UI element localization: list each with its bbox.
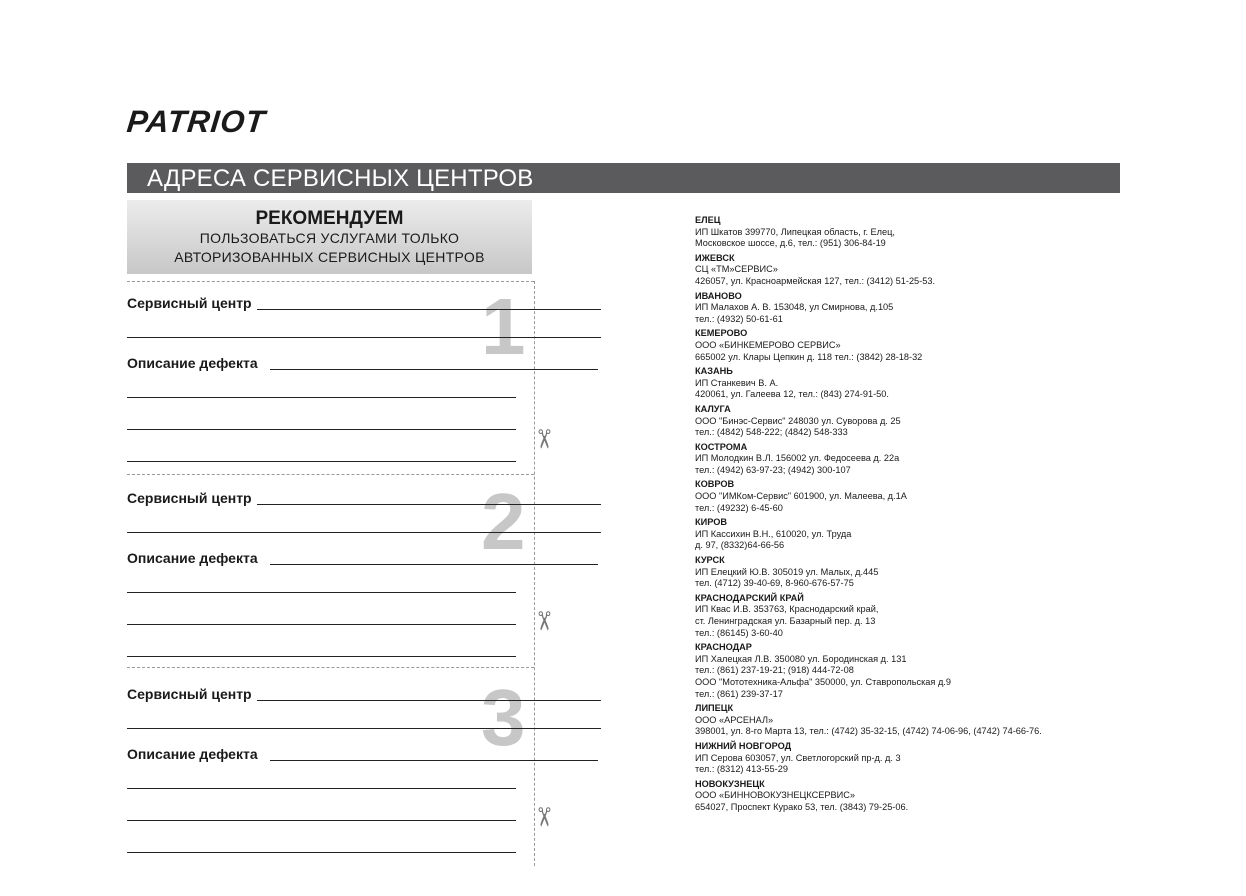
- address-line: тел.: (4842) 548-222; (4842) 548-333: [695, 427, 848, 438]
- defect-description-line[interactable]: [127, 461, 516, 462]
- coupon-number: 2: [481, 477, 526, 566]
- scissors-icon: ✂: [528, 610, 559, 632]
- recommend-line-2: АВТОРИЗОВАННЫХ СЕРВИСНЫХ ЦЕНТРОВ: [174, 249, 485, 265]
- defect-description-line[interactable]: [127, 788, 516, 789]
- defect-description-line[interactable]: [127, 592, 516, 593]
- service-center-label: Сервисный центр: [127, 295, 252, 311]
- address-line: СЦ «ТМ»СЕРВИС»: [695, 264, 778, 275]
- service-center-field-line[interactable]: [127, 728, 601, 729]
- city-name: ЕЛЕЦ: [695, 215, 721, 225]
- address-line: ИП Малахов А. В. 153048, ул Смирнова, д.105: [695, 302, 894, 313]
- city-name: КОВРОВ: [695, 479, 735, 490]
- recommend-line-1: ПОЛЬЗОВАТЬСЯ УСЛУГАМИ ТОЛЬКО: [199, 230, 460, 246]
- address-line: тел.: (8312) 413-55-29: [695, 764, 788, 775]
- address-line: 654027, Проспект Курако 53, тел. (3843) 79-25-06.: [695, 801, 909, 812]
- service-center-field[interactable]: [257, 309, 601, 310]
- service-center-field-line[interactable]: [127, 337, 601, 338]
- address-entry: [695, 479, 1115, 514]
- city-name: КАЛУГА: [695, 403, 731, 414]
- address-line: д. 97, (8332)64-66-56: [695, 540, 785, 551]
- address-line: ИП Молодкин В.Л. 156002 ул. Федосеева д. 22а: [695, 453, 900, 464]
- address-line: 665002 ул. Клары Цепкин д. 118 тел.: (3842) 28-18-32: [695, 351, 923, 362]
- scissors-icon: ✂: [528, 806, 559, 828]
- address-entry: [695, 328, 1115, 363]
- recommend-heading: РЕКОМЕНДУЕМ: [255, 208, 404, 229]
- address-entry: [695, 555, 1115, 590]
- city-name: КРАСНОДАР: [695, 642, 752, 653]
- defect-description-line[interactable]: [127, 820, 516, 821]
- city-name: КАЗАНЬ: [695, 366, 733, 377]
- recommend-box: [127, 200, 532, 274]
- coupon-number: 1: [481, 282, 526, 371]
- city-name: ЛИПЕЦК: [695, 703, 734, 714]
- address-entry: [695, 593, 1115, 639]
- address-entry: [695, 404, 1115, 439]
- address-line: тел. (4712) 39-40-69, 8-960-676-57-75: [695, 578, 854, 589]
- defect-description-field[interactable]: [270, 564, 598, 565]
- coupon-form-2: [127, 477, 547, 680]
- service-center-field[interactable]: [257, 504, 601, 505]
- address-line: ООО «БИНКЕМЕРОВО СЕРВИС»: [695, 339, 841, 350]
- address-line: тел.: (49232) 6-45-60: [695, 502, 783, 513]
- city-name: ИЖЕВСК: [695, 252, 735, 263]
- address-line: ООО "Мототехника-Альфа" 350000, ул. Ставропольская д.9: [695, 676, 951, 687]
- city-name: КРАСНОДАРСКИЙ КРАЙ: [695, 592, 804, 603]
- address-line: тел.: (86145) 3-60-40: [695, 627, 783, 638]
- city-name: НОВОКУЗНЕЦК: [695, 778, 765, 789]
- city-name: КИРОВ: [695, 517, 727, 528]
- address-line: тел.: (4942) 63-97-23; (4942) 300-107: [695, 464, 851, 475]
- city-name: КОСТРОМА: [695, 441, 748, 452]
- address-line: 398001, ул. 8-го Марта 13, тел.: (4742) 35-32-15, (4742) 74-06-96, (4742) 74-66-76.: [695, 726, 1042, 737]
- address-line: Московское шоссе, д.6, тел.: (951) 306-84-19: [695, 238, 886, 249]
- address-entry: [695, 703, 1115, 738]
- address-entry: [695, 253, 1115, 288]
- address-entry: [695, 779, 1115, 814]
- address-line: ИП Кассихин В.Н., 610020, ул. Труда: [695, 528, 852, 539]
- address-entry: [695, 366, 1115, 401]
- defect-description-field[interactable]: [270, 369, 598, 370]
- city-name: КУРСК: [695, 555, 725, 566]
- service-center-field-line[interactable]: [127, 532, 601, 533]
- address-entry: [695, 741, 1115, 776]
- address-line: тел.: (4932) 50-61-61: [695, 313, 783, 324]
- city-name: НИЖНИЙ НОВГОРОД: [695, 740, 792, 751]
- horizontal-cut-line: [127, 281, 534, 282]
- address-entry: [695, 442, 1115, 477]
- address-entry: [695, 215, 1115, 250]
- service-center-label: Сервисный центр: [127, 686, 252, 702]
- address-line: тел.: (861) 237-19-21; (918) 444-72-08: [695, 665, 854, 676]
- address-line: ИП Шкатов 399770, Липецкая область, г. Елец,: [695, 226, 895, 237]
- city-name: КЕМЕРОВО: [695, 328, 748, 339]
- address-line: ООО "ИМКом-Сервис" 601900, ул. Малеева, д.1А: [695, 491, 907, 502]
- patriot-logo: PATRIOT: [125, 104, 268, 139]
- coupon-number: 3: [481, 673, 526, 762]
- scissors-icon: ✂: [528, 428, 559, 450]
- address-line: тел.: (861) 239-37-17: [695, 688, 783, 699]
- service-center-label: Сервисный центр: [127, 490, 252, 506]
- address-line: ИП Елецкий Ю.В. 305019 ул. Малых, д.445: [695, 566, 879, 577]
- address-line: ООО «АРСЕНАЛ»: [695, 714, 774, 725]
- coupon-form-3: [127, 673, 547, 876]
- defect-description-line[interactable]: [127, 624, 516, 625]
- address-line: ООО «БИННОВОКУЗНЕЦКСЕРВИС»: [695, 790, 855, 801]
- defect-description-label: Описание дефекта: [127, 550, 258, 566]
- service-center-field[interactable]: [257, 700, 601, 701]
- city-name: ИВАНОВО: [695, 290, 742, 301]
- address-line: 426057, ул. Красноармейская 127, тел.: (3412) 51-25-53.: [695, 275, 936, 286]
- address-entry: [695, 642, 1115, 700]
- defect-description-label: Описание дефекта: [127, 746, 258, 762]
- address-line: ст. Ленинградская ул. Базарный пер. д. 13: [695, 616, 876, 626]
- coupon-form-1: [127, 282, 547, 485]
- defect-description-line[interactable]: [127, 852, 516, 853]
- defect-description-field[interactable]: [270, 760, 598, 761]
- address-line: ИП Серова 603057, ул. Светлогорский пр-д. д. 3: [695, 752, 901, 763]
- service-center-address-list: [695, 215, 1115, 817]
- address-line: ИП Халецкая Л.В. 350080 ул. Бородинская д. 131: [695, 653, 907, 664]
- defect-description-line[interactable]: [127, 397, 516, 398]
- address-entry: [695, 291, 1115, 326]
- address-entry: [695, 517, 1115, 552]
- defect-description-label: Описание дефекта: [127, 355, 258, 371]
- address-line: 420061, ул. Галеева 12, тел.: (843) 274-91-50.: [695, 389, 889, 400]
- page-title-bar: [127, 163, 1120, 193]
- defect-description-line[interactable]: [127, 656, 516, 657]
- page-title: АДРЕСА СЕРВИСНЫХ ЦЕНТРОВ: [147, 165, 534, 192]
- address-line: ООО "Бинэс-Сервис" 248030 ул. Суворова д. 25: [695, 415, 901, 426]
- defect-description-line[interactable]: [127, 429, 516, 430]
- address-line: ИП Станкевич В. А.: [695, 377, 779, 388]
- address-line: ИП Квас И.В. 353763, Краснодарский край,: [695, 604, 879, 615]
